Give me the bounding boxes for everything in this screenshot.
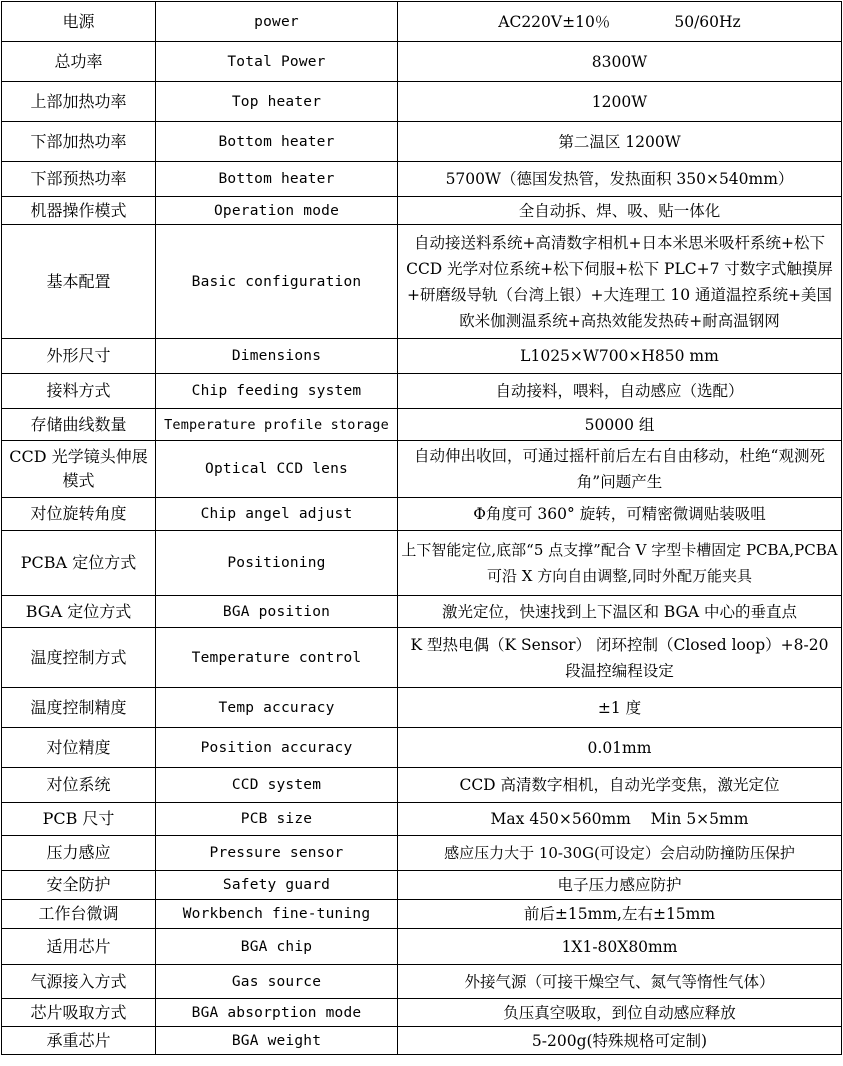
param-value: 自动伸出收回，可通过摇杆前后左右自由移动，杜绝“观测死角”问题产生 [398,441,842,498]
param-name-en: Optical CCD lens [156,441,398,498]
table-row [2,339,842,374]
param-name-zh: 下部预热功率 [2,162,156,197]
param-name-en: BGA position [156,596,398,628]
table-row [2,900,842,929]
param-value: 电子压力感应防护 [398,871,842,900]
param-value: 5-200g(特殊规格可定制) [398,1027,842,1055]
param-name-en: power [156,2,398,42]
table-row [2,1027,842,1055]
param-name-zh: 承重芯片 [2,1027,156,1055]
param-name-en: Operation mode [156,197,398,225]
param-value: K 型热电偶（K Sensor） 闭环控制（Closed loop）+8-20 段温控编程设定 [398,628,842,688]
table-row [2,162,842,197]
param-value: CCD 高清数字相机，自动光学变焦，激光定位 [398,768,842,803]
param-name-en: Basic configuration [156,225,398,339]
param-name-en: Temp accuracy [156,688,398,728]
param-name-en: CCD system [156,768,398,803]
table-row [2,225,842,339]
table-row [2,82,842,122]
table-row [2,965,842,999]
param-value: 1X1-80X80mm [398,929,842,965]
param-name-zh: 温度控制精度 [2,688,156,728]
param-value: 自动接料，喂料，自动感应（选配） [398,374,842,409]
param-name-en: Safety guard [156,871,398,900]
param-value: 1200W [398,82,842,122]
param-value: 前后±15mm,左右±15mm [398,900,842,929]
param-name-zh: 芯片吸取方式 [2,999,156,1027]
table-row [2,42,842,82]
table-row [2,531,842,596]
param-value: AC220V±10％ 50/60Hz [398,2,842,42]
param-name-zh: CCD 光学镜头伸展模式 [2,441,156,498]
param-value: 50000 组 [398,409,842,441]
param-value: 第二温区 1200W [398,122,842,162]
param-name-en: Temperature control [156,628,398,688]
param-name-zh: 机器操作模式 [2,197,156,225]
param-name-zh: 总功率 [2,42,156,82]
table-row [2,498,842,531]
table-row [2,999,842,1027]
param-name-en: BGA weight [156,1027,398,1055]
param-name-zh: 气源接入方式 [2,965,156,999]
param-value: 激光定位，快速找到上下温区和 BGA 中心的垂直点 [398,596,842,628]
param-value: ±1 度 [398,688,842,728]
param-name-en: Position accuracy [156,728,398,768]
table-row [2,628,842,688]
param-name-zh: 下部加热功率 [2,122,156,162]
param-name-zh: BGA 定位方式 [2,596,156,628]
param-name-zh: PCB 尺寸 [2,803,156,836]
param-name-zh: 压力感应 [2,836,156,871]
table-row [2,596,842,628]
param-name-en: BGA absorption mode [156,999,398,1027]
param-name-zh: 电源 [2,2,156,42]
param-name-en: Pressure sensor [156,836,398,871]
param-value: 自动接送料系统+高清数字相机+日本米思米吸杆系统+松下 CCD 光学对位系统+松下伺服+松下 PLC+7 寸数字式触摸屏+研磨级导轨（台湾上银）+大连理工 10 通道温控系统+美国欧米伽测温系统+高热效能发热砖+耐高温钢网 [398,225,842,339]
param-name-en: Chip feeding system [156,374,398,409]
param-value: 负压真空吸取，到位自动感应释放 [398,999,842,1027]
table-row [2,929,842,965]
param-name-en: Temperature profile storage [156,409,398,441]
param-name-zh: 上部加热功率 [2,82,156,122]
table-row [2,409,842,441]
param-name-zh: 工作台微调 [2,900,156,929]
param-name-zh: 对位系统 [2,768,156,803]
param-name-en: Workbench fine-tuning [156,900,398,929]
param-name-en: Total Power [156,42,398,82]
param-name-en: Positioning [156,531,398,596]
param-name-en: Bottom heater [156,162,398,197]
param-name-zh: 对位旋转角度 [2,498,156,531]
table-row [2,197,842,225]
table-row [2,803,842,836]
param-value: Φ角度可 360° 旋转，可精密微调贴装吸咀 [398,498,842,531]
param-value: 感应压力大于 10-30G(可设定）会启动防撞防压保护 [398,836,842,871]
param-name-en: Gas source [156,965,398,999]
param-name-en: Dimensions [156,339,398,374]
table-row [2,441,842,498]
param-name-en: Chip angel adjust [156,498,398,531]
param-value: 上下智能定位,底部“5 点支撑”配合 V 字型卡槽固定 PCBA,PCBA 可沿 X 方向自由调整,同时外配万能夹具 [398,531,842,596]
table-row [2,122,842,162]
param-value: 0.01mm [398,728,842,768]
param-name-zh: 温度控制方式 [2,628,156,688]
table-row [2,2,842,42]
table-row [2,728,842,768]
param-value: L1025×W700×H850 mm [398,339,842,374]
param-name-zh: 存储曲线数量 [2,409,156,441]
param-name-zh: 适用芯片 [2,929,156,965]
param-name-zh: 基本配置 [2,225,156,339]
spec-table [1,1,842,1055]
param-name-en: BGA chip [156,929,398,965]
table-row [2,688,842,728]
param-name-zh: 外形尺寸 [2,339,156,374]
table-row [2,768,842,803]
param-value: 全自动拆、焊、吸、贴一体化 [398,197,842,225]
table-row [2,836,842,871]
param-name-en: Top heater [156,82,398,122]
param-name-en: Bottom heater [156,122,398,162]
table-row [2,871,842,900]
param-name-zh: 安全防护 [2,871,156,900]
param-value: Max 450×560mm Min 5×5mm [398,803,842,836]
param-value: 5700W（德国发热管，发热面积 350×540mm） [398,162,842,197]
param-name-zh: 接料方式 [2,374,156,409]
param-value: 8300W [398,42,842,82]
table-row [2,374,842,409]
param-name-en: PCB size [156,803,398,836]
param-name-zh: 对位精度 [2,728,156,768]
param-value: 外接气源（可接干燥空气、氮气等惰性气体） [398,965,842,999]
param-name-zh: PCBA 定位方式 [2,531,156,596]
